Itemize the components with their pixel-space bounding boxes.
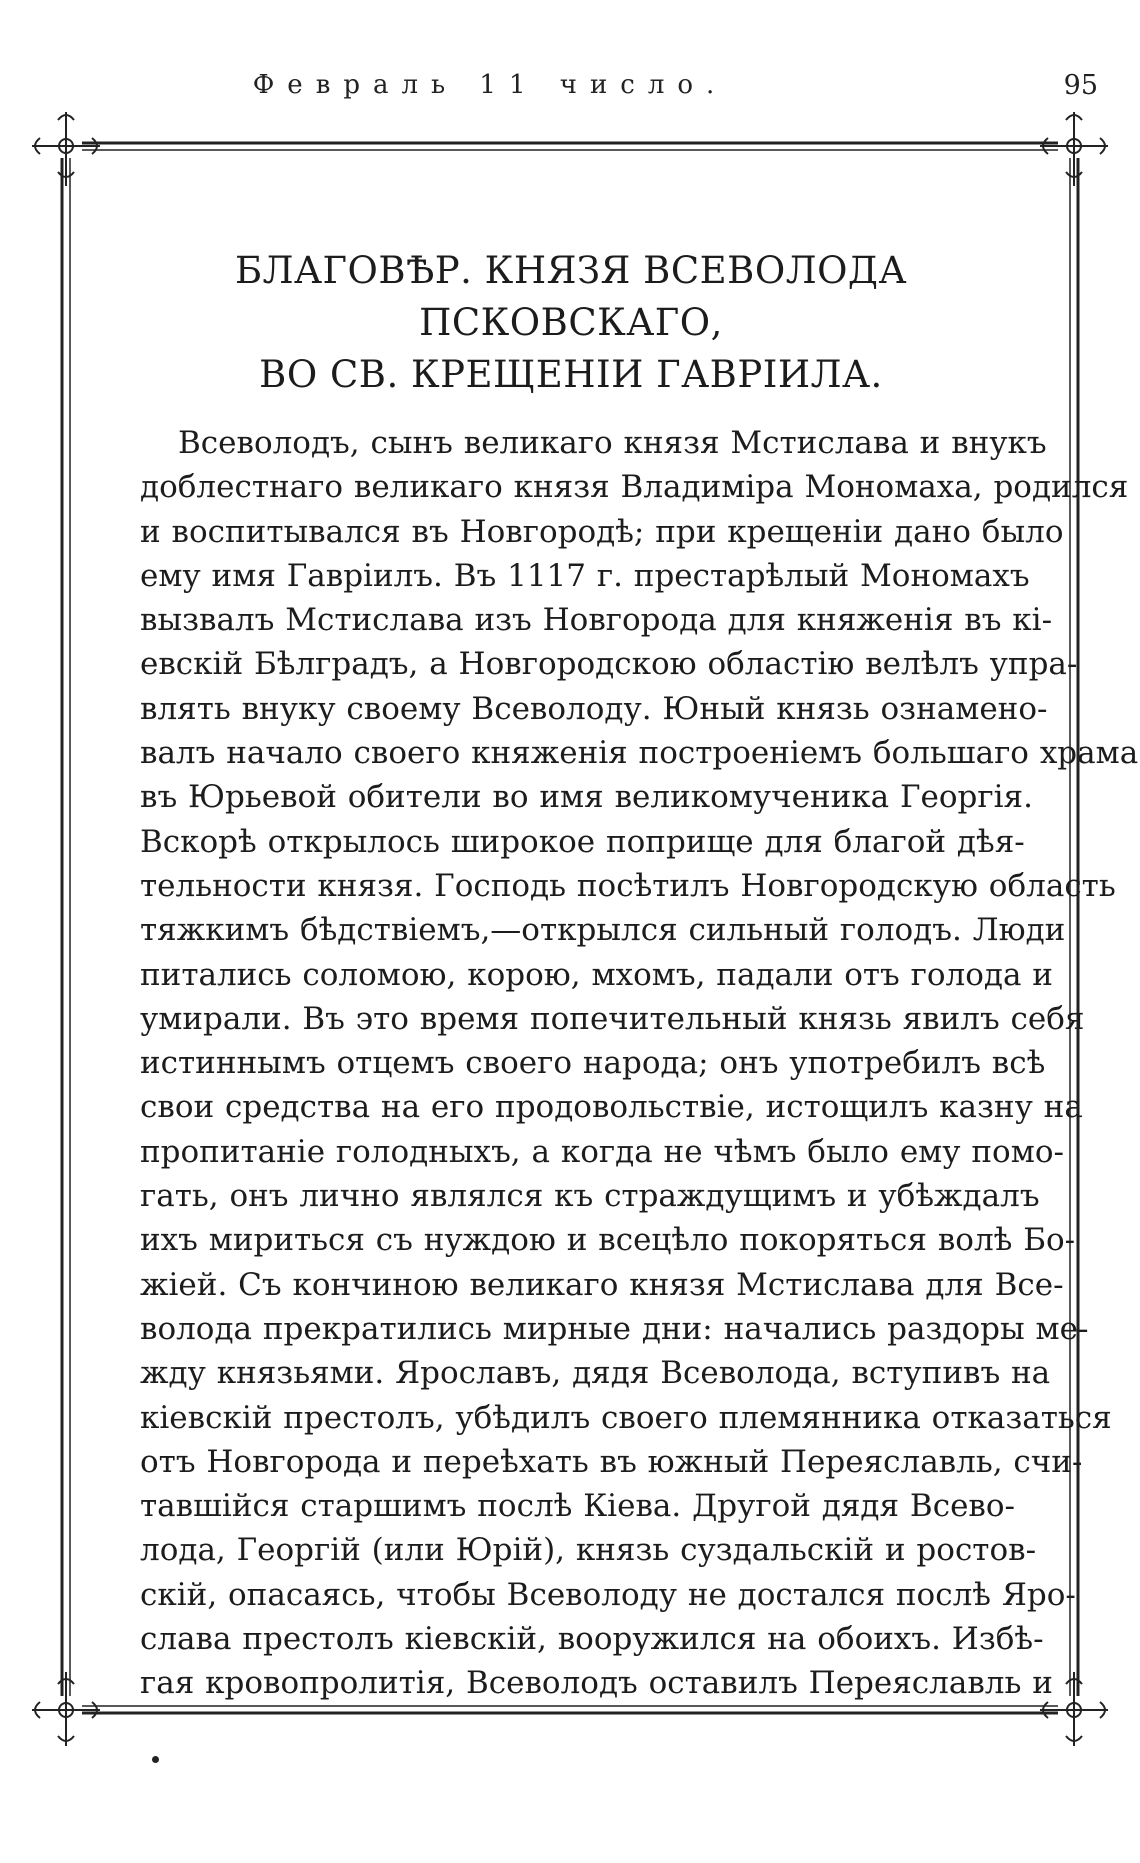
article-body bbox=[140, 421, 1139, 1706]
body-line: лода, Георгій (или Юрій), князь суздальскій и ростов- bbox=[140, 1532, 1037, 1569]
body-line: истиннымъ отцемъ своего народа; онъ употребилъ всѣ bbox=[140, 1045, 1046, 1082]
body-line: Всеволодъ, сынъ великаго князя Мстислава и внукъ bbox=[178, 425, 1047, 461]
title-line: ВО СВ. КРЕЩЕНІИ ГАВРІИЛА. bbox=[259, 353, 883, 396]
body-line: жіей. Съ кончиною великаго князя Мстислава для Все- bbox=[140, 1266, 1064, 1303]
body-line: гать, онъ лично являлся къ страждущимъ и убѣждалъ bbox=[140, 1178, 1040, 1215]
body-line: въ Юрьевой обители во имя великомученика Георгія. bbox=[140, 779, 1033, 816]
body-line: евскій Бѣлградъ, а Новгородскою областію велѣлъ упра- bbox=[140, 646, 1078, 683]
body-line: гая кровопролитія, Всеволодъ оставилъ Переяславль и bbox=[140, 1665, 1053, 1702]
page-number: 95 bbox=[1063, 70, 1098, 101]
body-line: и воспитывался въ Новгородѣ; при крещеніи дано было bbox=[140, 513, 1064, 550]
body-line: слава престолъ кіевскій, вооружился на обоихъ. Избѣ- bbox=[140, 1621, 1044, 1658]
body-line: пропитаніе голодныхъ, а когда не чѣмъ было ему помо- bbox=[140, 1133, 1064, 1170]
body-line: умирали. Въ это время попечительный князь явилъ себя bbox=[140, 1000, 1085, 1037]
body-line: Вскорѣ открылось широкое поприще для благой дѣя- bbox=[140, 823, 1025, 860]
corner-ornament-top-left bbox=[32, 112, 100, 186]
body-line: доблестнаго великаго князя Владиміра Мономаха, родился bbox=[140, 469, 1129, 506]
article bbox=[140, 245, 1139, 1706]
body-line: вызвалъ Мстислава изъ Новгорода для княженія въ кі- bbox=[140, 602, 1053, 639]
body-line: скій, опасаясь, чтобы Всеволоду не достался послѣ Яро- bbox=[140, 1576, 1076, 1613]
body-line: жду князьями. Ярославъ, дядя Всеволода, вступивъ на bbox=[140, 1355, 1051, 1392]
body-line: тяжкимъ бѣдствіемъ,—открылся сильный голодъ. Люди bbox=[140, 912, 1066, 949]
running-title: Февраль 11 число. bbox=[252, 70, 728, 100]
body-line: ему имя Гавріилъ. Въ 1117 г. престарѣлый Мономахъ bbox=[140, 557, 1030, 594]
body-line: тавшійся старшимъ послѣ Кіева. Другой дядя Всево- bbox=[140, 1488, 1016, 1525]
article-title bbox=[140, 245, 1002, 401]
body-line: тельности князя. Господь посѣтилъ Новгородскую область bbox=[140, 867, 1116, 904]
body-line: питались соломою, корою, мхомъ, падали отъ голода и bbox=[140, 956, 1053, 993]
body-line: валъ начало своего княженія построеніемъ большаго храма bbox=[140, 735, 1139, 772]
body-line: ихъ мириться съ нуждою и всецѣло покоряться волѣ Бо- bbox=[140, 1222, 1076, 1259]
body-line: отъ Новгорода и переѣхать въ южный Переяславль, счи- bbox=[140, 1443, 1083, 1480]
body-line: влять внуку своему Всеволоду. Юный князь ознамено- bbox=[140, 690, 1048, 727]
ink-speck bbox=[152, 1756, 159, 1763]
body-line: волода прекратились мирные дни: начались раздоры ме- bbox=[140, 1310, 1089, 1347]
body-line: кіевскій престолъ, убѣдилъ своего племянника отказаться bbox=[140, 1399, 1112, 1436]
corner-ornament-bottom-left bbox=[32, 1672, 100, 1746]
title-line: БЛАГОВѢР. КНЯЗЯ ВСЕВОЛОДА ПСКОВСКАГО, bbox=[234, 249, 908, 344]
corner-ornament-top-right bbox=[1040, 112, 1108, 186]
body-line: свои средства на его продовольствіе, истощилъ казну на bbox=[140, 1089, 1083, 1126]
